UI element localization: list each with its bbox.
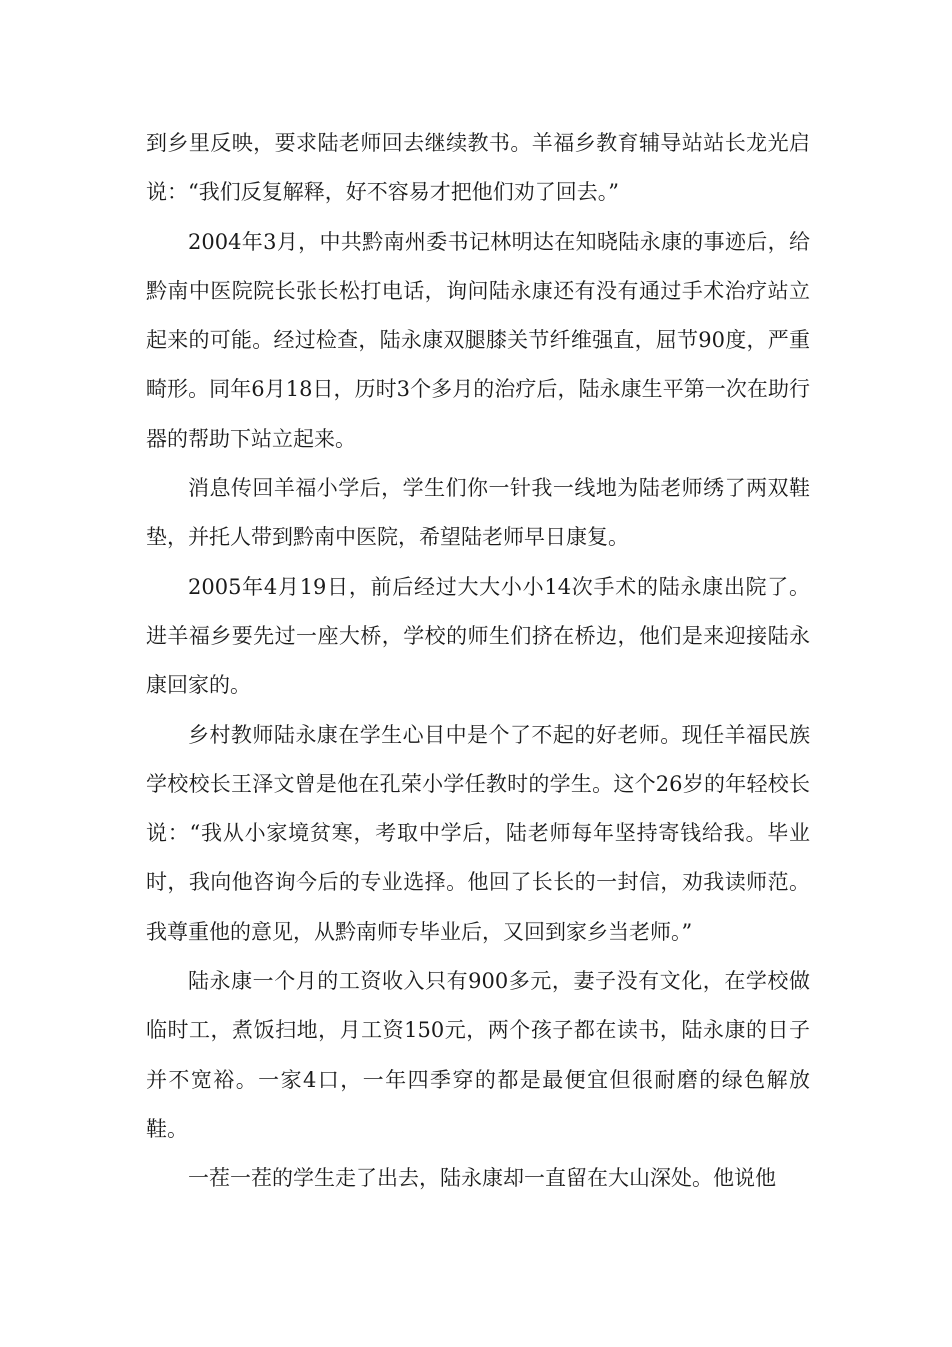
paragraph-continued: 到乡里反映，要求陆老师回去继续教书。羊福乡教育辅导站站长龙光启说：“我们反复解释，好不容易才把他们劝了回去。”	[146, 131, 810, 205]
paragraph-2004-march: 2004年3月，中共黔南州委书记林明达在知晓陆永康的事迹后，给黔南中医院院长张长松打电话，询问陆永康还有没有通过手术治疗站立起来的可能。经过检查，陆永康双腿膝关节纤维强直，屈节90度，严重畸形。同年6月18日，历时3个多月的治疗后，陆永康生平第一次在助行器的帮助下站立起来。	[146, 229, 810, 451]
paragraph-good-teacher: 乡村教师陆永康在学生心目中是个了不起的好老师。现任羊福民族学校校长王泽文曾是他在孔荣小学任教时的学生。这个26岁的年轻校长说：“我从小家境贫寒，考取中学后，陆老师每年坚持寄钱给我。毕业时，我向他咨询今后的专业选择。他回了长长的一封信，劝我读师范。我尊重他的意见，从黔南师专毕业后，又回到家乡当老师。”	[146, 722, 810, 944]
paragraph-2005-april: 2005年4月19日，前后经过大大小小14次手术的陆永康出院了。进羊福乡要先过一座大桥，学校的师生们挤在桥边，他们是来迎接陆永康回家的。	[146, 574, 810, 698]
paragraph-salary: 陆永康一个月的工资收入只有900多元，妻子没有文化，在学校做临时工，煮饭扫地，月工资150元，两个孩子都在读书，陆永康的日子并不宽裕。一家4口，一年四季穿的都是最便宜但很耐磨的绿色解放鞋。	[146, 969, 810, 1141]
article-body	[146, 119, 810, 1204]
paragraph-students-left: 一茬一茬的学生走了出去，陆永康却一直留在大山深处。他说他	[188, 1166, 776, 1191]
paragraph-news-returned: 消息传回羊福小学后，学生们你一针我一线地为陆老师绣了两双鞋垫，并托人带到黔南中医院，希望陆老师早日康复。	[146, 476, 810, 550]
